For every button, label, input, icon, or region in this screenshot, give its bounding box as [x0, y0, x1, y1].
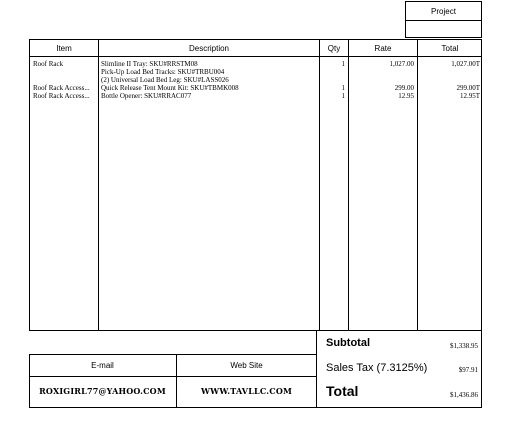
row-item: Roof Rack Access... [33, 92, 90, 100]
column-header-rate: Rate [374, 44, 392, 53]
line-items-table [29, 39, 482, 331]
row-item: Roof Rack Access... [33, 84, 90, 92]
project-box [405, 1, 482, 38]
column-header-qty: Qty [327, 44, 341, 53]
row-rate: 12.95 [398, 92, 414, 100]
column-header-item: Item [56, 44, 72, 53]
row-qty: 1 [341, 92, 345, 100]
total-value: $1,436.86 [450, 391, 478, 399]
row-description: Pick-Up Load Bed Tracks: SKU#TRBU004 [101, 68, 225, 76]
subtotal-label: Subtotal [326, 337, 370, 349]
row-qty: 1 [341, 60, 345, 68]
column-header-description: Description [188, 44, 229, 53]
email-label: E-mail [91, 361, 114, 370]
row-description: Slimline II Tray: SKU#RRSTM08 [101, 60, 198, 68]
row-total: 1,027.00T [451, 60, 480, 68]
row-item: Roof Rack [33, 60, 64, 68]
website-label: Web Site [230, 361, 263, 370]
row-rate: 299.00 [394, 84, 414, 92]
row-description: Quick Release Tent Mount Kit: SKU#TBMK008 [101, 84, 239, 92]
email-value: ROXIGIRL77@YAHOO.COM [39, 386, 166, 396]
column-header-total: Total [441, 44, 459, 53]
website-value: WWW.TAVLLC.COM [200, 386, 293, 396]
row-rate: 1,027.00 [389, 60, 414, 68]
sales-tax-value: $97.91 [458, 366, 478, 374]
row-total: 12.95T [459, 92, 480, 100]
subtotal-value: $1,338.95 [450, 342, 478, 350]
row-qty: 1 [341, 84, 345, 92]
row-description: Bottle Opener: SKU#RRAC077 [101, 92, 192, 100]
row-total: 299.00T [456, 84, 480, 92]
invoice-footer [29, 330, 482, 408]
row-description: (2) Universal Load Bed Leg: SKU#LASS026 [101, 76, 229, 84]
total-label: Total [326, 383, 359, 399]
project-label: Project [431, 7, 456, 16]
sales-tax-label: Sales Tax (7.3125%) [326, 362, 428, 374]
